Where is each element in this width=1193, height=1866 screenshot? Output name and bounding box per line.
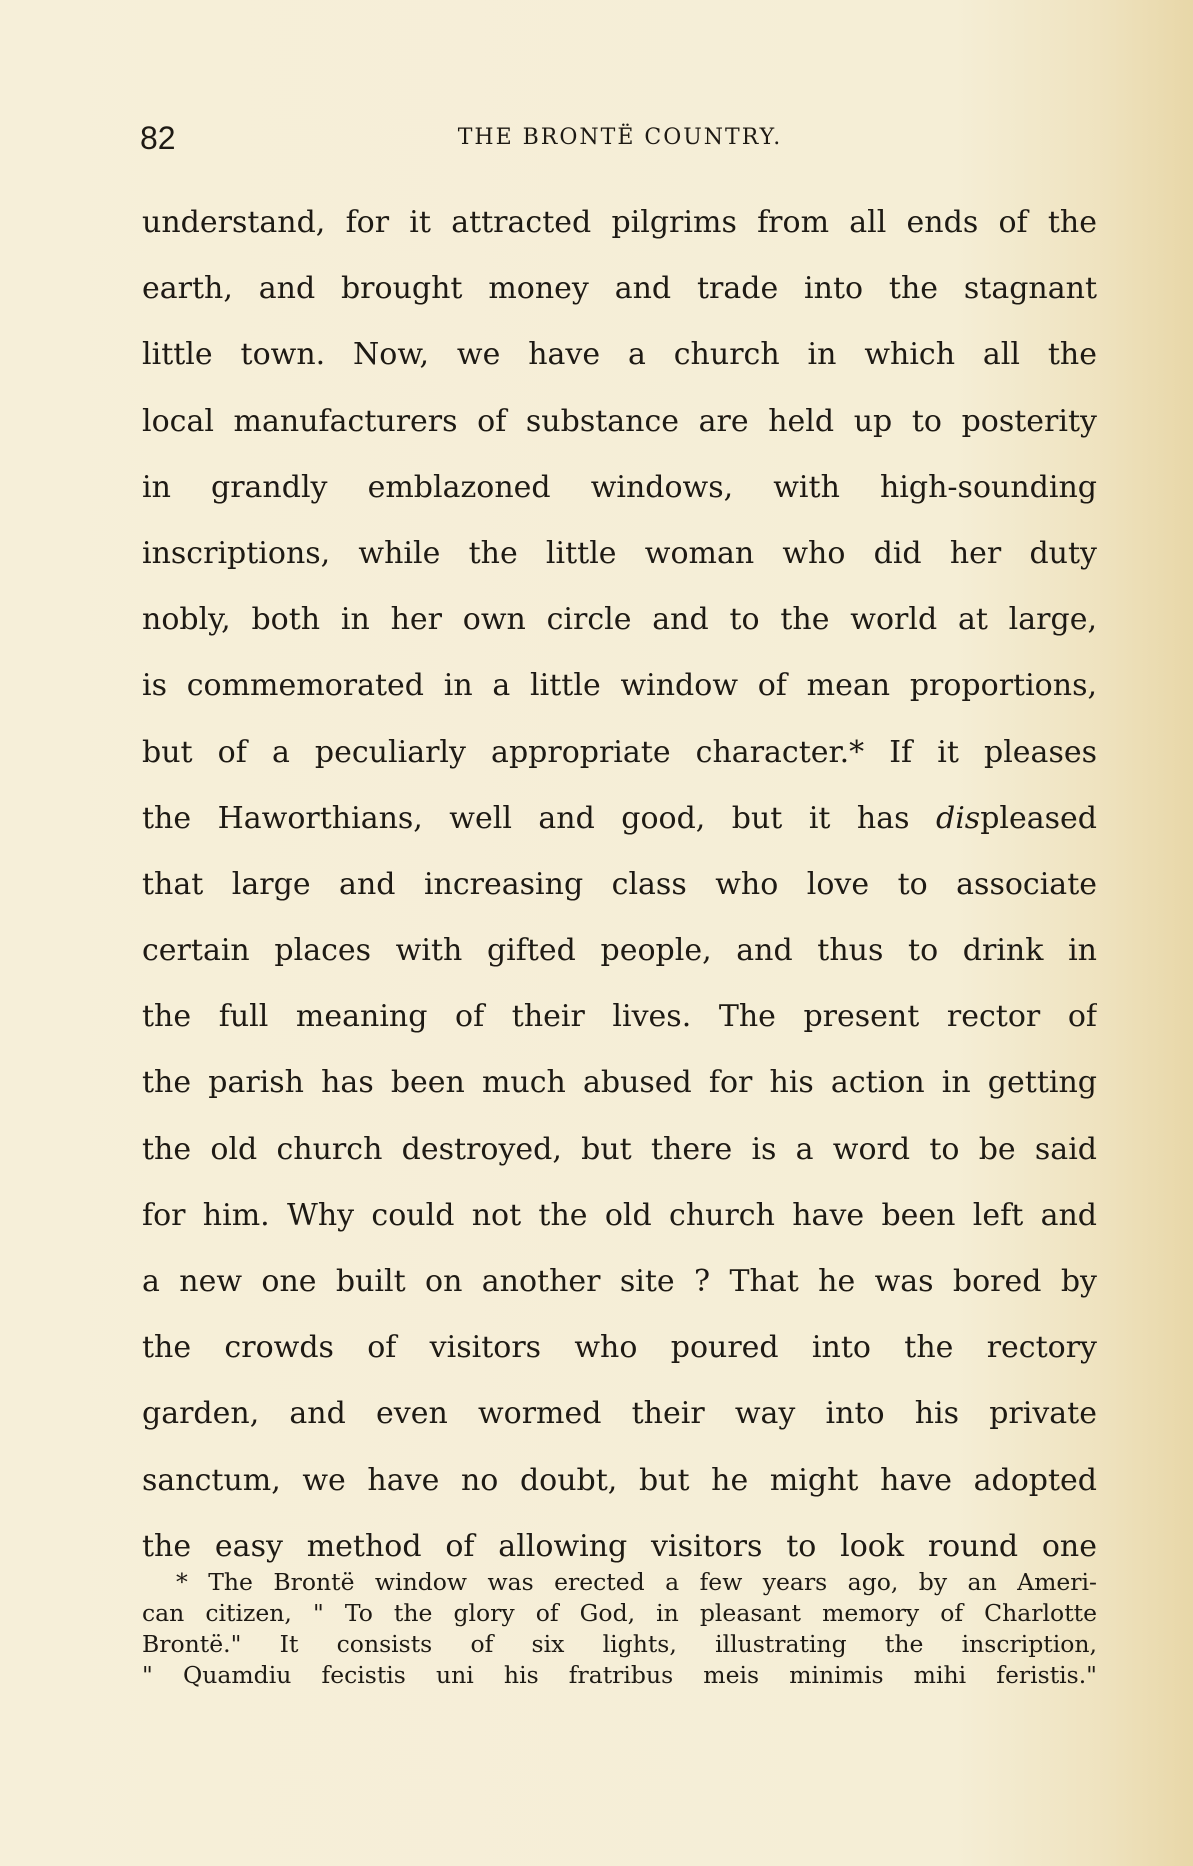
body-line: earth, and brought money and trade into the stagnant bbox=[142, 271, 1097, 307]
body-line: the old church destroyed, but there is a word to be said bbox=[142, 1131, 1097, 1167]
body-line: local manufacturers of substance are held up to posterity bbox=[142, 403, 1097, 439]
body-line: inscriptions, while the little woman who did her duty bbox=[142, 535, 1097, 571]
body-line-text: the Haworthians, well and good, but it has bbox=[142, 800, 936, 836]
body-line-text-rest: pleased bbox=[980, 800, 1097, 836]
body-line: the full meaning of their lives. The present rector of bbox=[142, 999, 1097, 1035]
body-line: little town. Now, we have a church in which all the bbox=[142, 337, 1097, 373]
body-text bbox=[142, 190, 1097, 1580]
footnote-line: * The Brontë window was erected a few years ago, by an Ameri- bbox=[176, 1568, 1097, 1596]
body-line: the crowds of visitors who poured into the rectory bbox=[142, 1330, 1097, 1366]
body-line: for him. Why could not the old church have been left and bbox=[142, 1197, 1097, 1233]
body-line: garden, and even wormed their way into his private bbox=[142, 1396, 1097, 1432]
body-line: but of a peculiarly appropriate character.* If it pleases bbox=[142, 734, 1097, 770]
body-line: certain places with gifted people, and thus to drink in bbox=[142, 933, 1097, 969]
footnote-line: " Quamdiu fecistis uni his fratribus meis minimis mihi feristis." bbox=[142, 1661, 1097, 1689]
body-line: sanctum, we have no doubt, but he might have adopted bbox=[142, 1462, 1097, 1498]
footnote-line: Brontë." It consists of six lights, illustrating the inscription, bbox=[142, 1630, 1097, 1658]
body-line: in grandly emblazoned windows, with high-sounding bbox=[142, 469, 1097, 505]
body-line-italic bbox=[142, 786, 1097, 852]
body-line: is commemorated in a little window of mean proportions, bbox=[142, 668, 1097, 704]
italic-emphasis: dis bbox=[936, 800, 981, 836]
footnote bbox=[142, 1567, 1097, 1691]
running-title: THE BRONTË COUNTRY. bbox=[457, 125, 783, 150]
body-line: the easy method of allowing visitors to look round one bbox=[142, 1528, 1097, 1564]
body-line: a new one built on another site ? That he was bored by bbox=[142, 1264, 1097, 1299]
body-line: that large and increasing class who love to associate bbox=[142, 866, 1097, 902]
body-line: the parish has been much abused for his action in getting bbox=[142, 1065, 1097, 1101]
body-line: understand, for it attracted pilgrims from all ends of the bbox=[142, 205, 1097, 240]
page-number: 82 bbox=[140, 120, 176, 156]
footnote-line: can citizen, " To the glory of God, in pleasant memory of Charlotte bbox=[142, 1599, 1097, 1627]
body-line: nobly, both in her own circle and to the world at large, bbox=[142, 602, 1097, 638]
page-header bbox=[140, 118, 1100, 158]
